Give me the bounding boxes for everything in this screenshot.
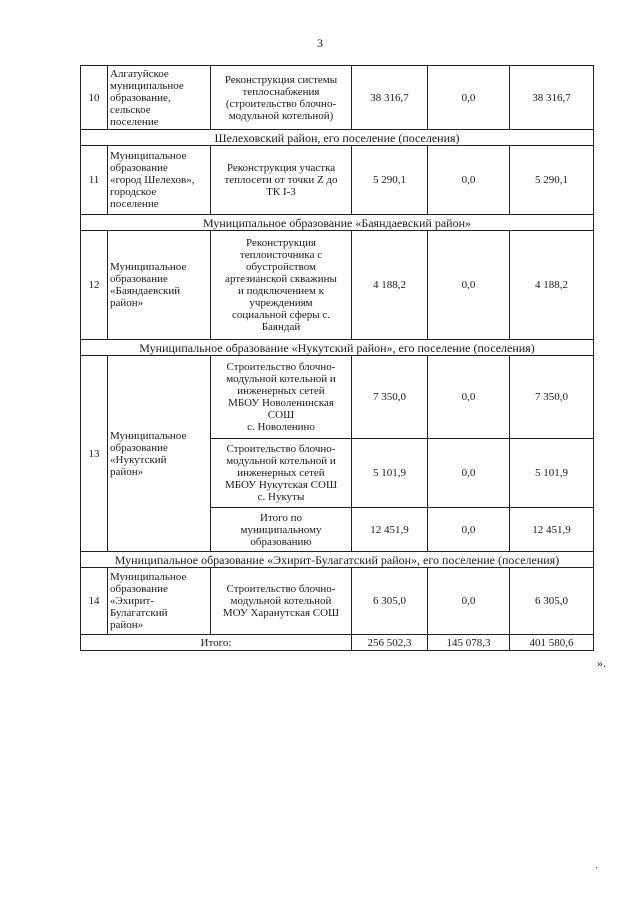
section-heading: Муниципальное образование «Нукутский район», его поселение (поселения) <box>81 340 594 356</box>
amount-cell: 5 101,9 <box>510 439 594 508</box>
amount-cell: 0,0 <box>428 66 510 130</box>
page-number: 3 <box>317 36 323 50</box>
row-number: 13 <box>81 356 108 552</box>
project-cell: Реконструкция участка теплосети от точки Z до ТК I-3 <box>211 146 352 215</box>
municipality-cell: Муниципальное образование «Баяндаевский район» <box>108 231 211 340</box>
municipality-cell: Муниципальное образование «город Шелехов», городское поселение <box>108 146 211 215</box>
closing-quote-mark: ». <box>597 656 606 670</box>
municipality-cell: Муниципальное образование «Эхирит- Булагатский район» <box>108 568 211 635</box>
amount-cell: 7 350,0 <box>510 356 594 439</box>
section-heading: Муниципальное образование «Эхирит-Булагатский район», его поселение (поселения) <box>81 552 594 568</box>
subtotal-label: Итого по муниципальному образованию <box>211 508 352 552</box>
municipality-cell: Алгатуйское муниципальное образование, сельское поселение <box>108 66 211 130</box>
table-row <box>81 568 594 635</box>
amount-cell: 12 451,9 <box>352 508 428 552</box>
section-row <box>81 552 594 568</box>
section-heading: Шелеховский район, его поселение (поселения) <box>81 130 594 146</box>
row-number: 12 <box>81 231 108 340</box>
amount-cell: 5 290,1 <box>510 146 594 215</box>
total-amount: 401 580,6 <box>510 635 594 651</box>
amount-cell: 0,0 <box>428 508 510 552</box>
amount-cell: 4 188,2 <box>510 231 594 340</box>
table-row <box>81 231 594 340</box>
total-amount: 256 502,3 <box>352 635 428 651</box>
amount-cell: 4 188,2 <box>352 231 428 340</box>
amount-cell: 0,0 <box>428 439 510 508</box>
amount-cell: 6 305,0 <box>352 568 428 635</box>
amount-cell: 0,0 <box>428 231 510 340</box>
table-row <box>81 146 594 215</box>
amount-cell: 5 101,9 <box>352 439 428 508</box>
project-cell: Строительство блочно- модульной котельной МОУ Харанутская СОШ <box>211 568 352 635</box>
amount-cell: 6 305,0 <box>510 568 594 635</box>
project-cell: Строительство блочно- модульной котельной и инженерных сетей МБОУ Новоленинская СОШ с. Новоленино <box>211 356 352 439</box>
row-number: 11 <box>81 146 108 215</box>
scan-speck <box>596 867 597 868</box>
amount-cell: 0,0 <box>428 146 510 215</box>
section-heading: Муниципальное образование «Баяндаевский район» <box>81 215 594 231</box>
funding-table <box>80 65 594 651</box>
total-row <box>81 635 594 651</box>
amount-cell: 5 290,1 <box>352 146 428 215</box>
amount-cell: 12 451,9 <box>510 508 594 552</box>
row-number: 10 <box>81 66 108 130</box>
amount-cell: 7 350,0 <box>352 356 428 439</box>
row-number: 14 <box>81 568 108 635</box>
section-row <box>81 130 594 146</box>
table-row <box>81 356 594 439</box>
total-amount: 145 078,3 <box>428 635 510 651</box>
project-cell: Строительство блочно- модульной котельной и инженерных сетей МБОУ Нукутская СОШ с. Нукуты <box>211 439 352 508</box>
municipality-cell: Муниципальное образование «Нукутский район» <box>108 356 211 552</box>
amount-cell: 0,0 <box>428 356 510 439</box>
table-row <box>81 66 594 130</box>
total-label: Итого: <box>81 635 352 651</box>
project-cell: Реконструкция теплоисточника с обустройством артезианской скважины и подключением к учреждениям социальной сферы с. Баяндай <box>211 231 352 340</box>
project-cell: Реконструкция системы теплоснабжения (строительство блочно- модульной котельной) <box>211 66 352 130</box>
section-row <box>81 340 594 356</box>
section-row <box>81 215 594 231</box>
amount-cell: 38 316,7 <box>352 66 428 130</box>
amount-cell: 0,0 <box>428 568 510 635</box>
amount-cell: 38 316,7 <box>510 66 594 130</box>
